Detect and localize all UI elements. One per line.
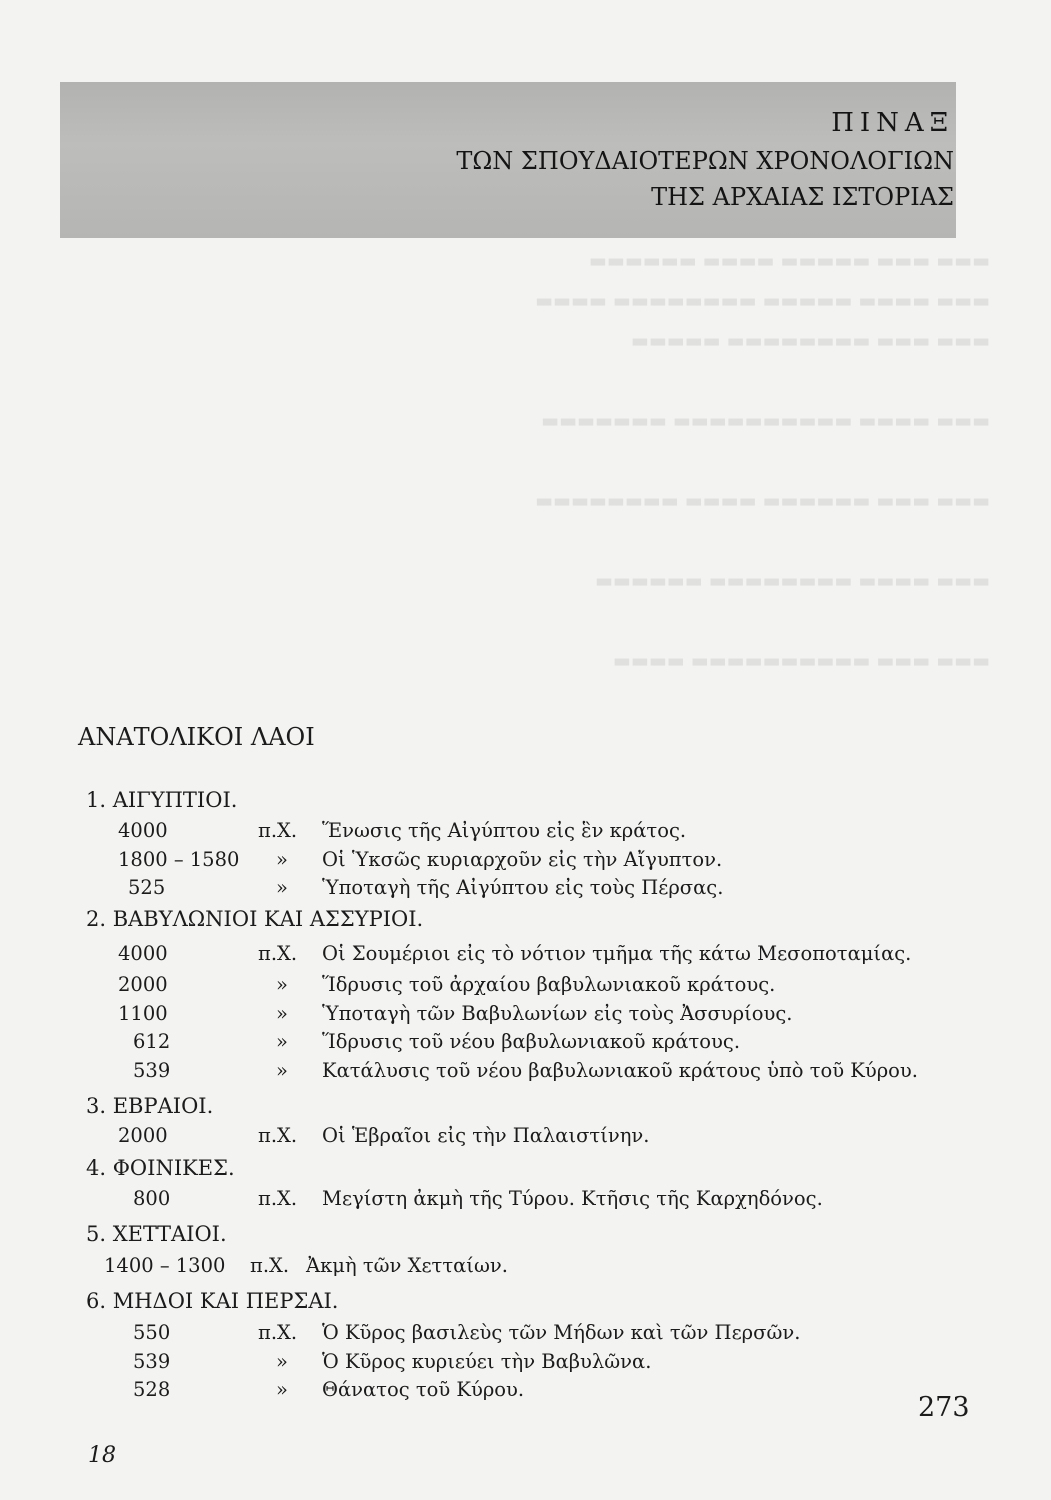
entry-year: 4000 <box>118 942 168 965</box>
book-page: ▬▬▬ ▬▬▬ ▬▬▬▬▬ ▬▬▬▬ ▬▬▬▬▬▬ ▬▬▬ ▬▬▬▬ ▬▬▬▬▬ ▬▬▬▬▬▬▬▬ ▬▬▬▬ ▬▬▬ ▬▬▬ ▬▬▬▬▬▬▬▬ ▬▬▬▬▬ ▬▬▬ ▬▬▬▬ ▬▬▬▬▬▬▬▬▬▬ ▬▬▬▬▬▬▬ ▬▬▬ ▬▬▬ ▬▬▬▬▬▬ ▬▬▬▬ ▬▬▬▬▬▬▬▬ ▬▬▬ ▬▬▬▬ ▬▬▬▬▬▬▬▬ ▬▬▬▬▬▬ ▬▬▬ ▬▬▬ ▬▬▬▬▬▬▬▬▬▬ ▬▬▬▬ ΠΙΝΑΞ ΤΩΝ ΣΠΟΥΔΑΙΟΤΕΡΩΝ ΧΡΟΝΟΛΟΓΙΩΝ ΤΗΣ ΑΡΧΑΙΑΣ ΙΣΤΟΡΙΑΣ ΑΝΑΤΟΛΙΚΟΙ ΛΑΟΙ 1. ΑΙΓΥΠΤΙΟΙ. 4000 π.Χ. Ἕνωσις τῆς Αἰγύπτου εἰς ἓν κράτος. 1800 – 1580 » Οἱ Ὑκσῶς κυριαρχοῦν εἰς τὴν Αἴγυπτον. 525 » Ὑποταγὴ τῆς Αἰγύπτου εἰς τοὺς Πέρσας. 2. ΒΑΒΥΛΩΝΙΟΙ ΚΑΙ ΑΣΣΥΡΙΟΙ. 4000 π.Χ. Οἱ Σουμέριοι εἰς τὸ νότιον τμῆμα τῆς κάτω Μεσοποταμίας. 2000 » Ἵδρυσις τοῦ ἀρχαίου βαβυλωνιακοῦ κράτους. 1100 » Ὑποταγὴ τῶν Βαβυλωνίων εἰς τοὺς Ἀσσυρίους. 612 » Ἵδρυσις τοῦ νέου βαβυλωνιακοῦ κράτους. 539 » Κατάλυσις τοῦ νέου βαβυλωνιακοῦ κράτους ὑπὸ τοῦ Κύρου. 3. ΕΒΡΑΙΟΙ. 2000 π.Χ. Οἱ Ἑβραῖοι εἰς τὴν Παλαιστίνην. 4. ΦΟΙΝΙΚΕΣ. 800 π.Χ. Μεγίστη ἀκμὴ τῆς Τύρου. Κτῆσις τῆς Καρχηδόνος. 5. ΧΕΤΤΑΙΟΙ. 1400 – 1300 π.Χ. Ἀκμὴ τῶν Χετταίων. 6. ΜΗΔΟΙ ΚΑΙ ΠΕΡΣΑΙ. 550 π.Χ. Ὁ Κῦρος βασιλεὺς τῶν Μήδων καὶ τῶν Περσῶν. 539 » Ὁ Κῦρος κυριεύει τὴν Βαβυλῶνα. 528 » Θάνατος τοῦ Κύρου. 273 18 <box>0 0 1051 1500</box>
entry-era: π.Χ. <box>258 819 298 842</box>
entry-era: π.Χ. <box>258 942 298 965</box>
entry-year: 2000 <box>118 1124 168 1147</box>
entry-year: 2000 <box>118 973 168 996</box>
entry-text: Ὁ Κῦρος βασιλεὺς τῶν Μήδων καὶ τῶν Περσῶν. <box>322 1321 801 1344</box>
entry-era: π.Χ. <box>258 1124 298 1147</box>
entry-text: Ἕνωσις τῆς Αἰγύπτου εἰς ἓν κράτος. <box>322 819 687 842</box>
group-title: 6. ΜΗΔΟΙ ΚΑΙ ΠΕΡΣΑΙ. <box>86 1289 339 1313</box>
entry-era: π.Χ. <box>258 1321 298 1344</box>
entry-year: 1100 <box>118 1002 168 1025</box>
entry-year: 539 <box>133 1350 171 1373</box>
entry-year: 1400 – 1300 <box>104 1254 226 1277</box>
entry-text: Οἱ Ἑβραῖοι εἰς τὴν Παλαιστίνην. <box>322 1124 650 1147</box>
entry-text: Ἵδρυσις τοῦ νέου βαβυλωνιακοῦ κράτους. <box>322 1030 741 1053</box>
entry-year: 525 <box>128 876 166 899</box>
entry-year: 528 <box>133 1378 171 1401</box>
entry-year: 4000 <box>118 819 168 842</box>
entry-text: Ἵδρυσις τοῦ ἀρχαίου βαβυλωνιακοῦ κράτους. <box>322 973 776 996</box>
entry-text: Ἀκμὴ τῶν Χετταίων. <box>306 1254 508 1277</box>
header-title: ΠΙΝΑΞ <box>831 108 954 138</box>
entry-era: π.Χ. <box>250 1254 290 1277</box>
entry-era: » <box>276 1378 288 1401</box>
entry-text: Οἱ Σουμέριοι εἰς τὸ νότιον τμῆμα τῆς κάτω Μεσοποταμίας. <box>322 942 912 965</box>
entry-text: Κατάλυσις τοῦ νέου βαβυλωνιακοῦ κράτους ὑπὸ τοῦ Κύρου. <box>322 1059 918 1082</box>
entry-era: π.Χ. <box>258 1187 298 1210</box>
entry-era: » <box>276 1059 288 1082</box>
entry-text: Οἱ Ὑκσῶς κυριαρχοῦν εἰς τὴν Αἴγυπτον. <box>322 848 723 871</box>
entry-year: 612 <box>133 1030 171 1053</box>
entry-era: » <box>276 1002 288 1025</box>
entry-text: Ὑποταγὴ τῶν Βαβυλωνίων εἰς τοὺς Ἀσσυρίους. <box>322 1002 793 1025</box>
entry-text: Ὑποταγὴ τῆς Αἰγύπτου εἰς τοὺς Πέρσας. <box>322 876 724 899</box>
entry-era: » <box>276 973 288 996</box>
entry-text: Ὁ Κῦρος κυριεύει τὴν Βαβυλῶνα. <box>322 1350 652 1373</box>
group-title: 4. ΦΟΙΝΙΚΕΣ. <box>86 1156 235 1180</box>
entry-year: 550 <box>133 1321 171 1344</box>
group-title: 5. ΧΕΤΤΑΙΟΙ. <box>86 1222 227 1246</box>
group-title: 3. ΕΒΡΑΙΟΙ. <box>86 1094 214 1118</box>
group-title: 1. ΑΙΓΥΠΤΙΟΙ. <box>86 788 238 812</box>
header-subtitle-2: ΤΗΣ ΑΡΧΑΙΑΣ ΙΣΤΟΡΙΑΣ <box>651 183 954 211</box>
entry-era: » <box>276 848 288 871</box>
entry-text: Μεγίστη ἀκμὴ τῆς Τύρου. Κτῆσις τῆς Καρχηδόνος. <box>322 1187 823 1210</box>
page-number: 273 <box>918 1392 970 1423</box>
folio-mark: 18 <box>88 1443 116 1468</box>
entry-era: » <box>276 876 288 899</box>
group-title: 2. ΒΑΒΥΛΩΝΙΟΙ ΚΑΙ ΑΣΣΥΡΙΟΙ. <box>86 907 424 931</box>
entry-era: » <box>276 1350 288 1373</box>
entry-text: Θάνατος τοῦ Κύρου. <box>322 1378 525 1401</box>
entry-era: » <box>276 1030 288 1053</box>
entry-year: 800 <box>133 1187 171 1210</box>
entry-year: 539 <box>133 1059 171 1082</box>
section-title: ΑΝΑΤΟΛΙΚΟΙ ΛΑΟΙ <box>78 723 315 751</box>
header-subtitle-1: ΤΩΝ ΣΠΟΥΔΑΙΟΤΕΡΩΝ ΧΡΟΝΟΛΟΓΙΩΝ <box>456 147 954 175</box>
entry-year: 1800 – 1580 <box>118 848 240 871</box>
